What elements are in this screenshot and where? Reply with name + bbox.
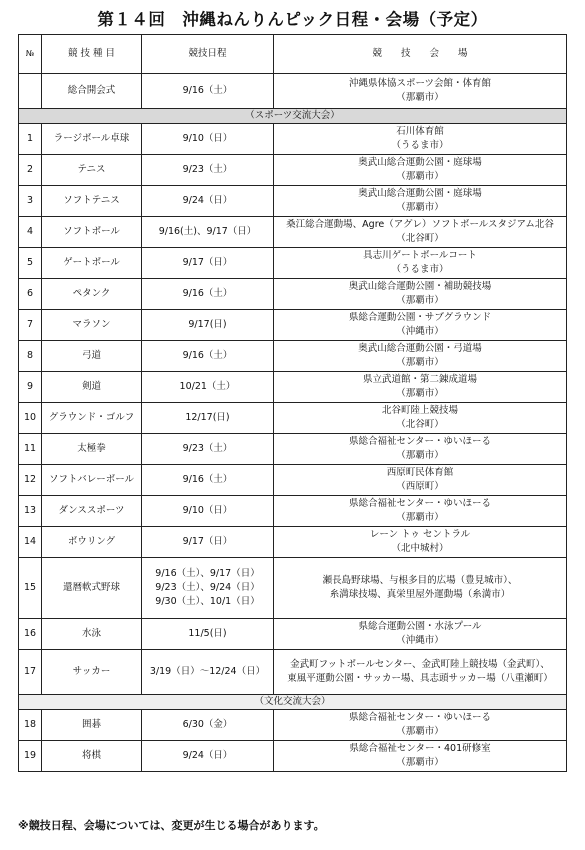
event-name: マラソン — [42, 310, 142, 341]
table-row — [19, 403, 567, 434]
date-line: 9/24（日） — [182, 750, 233, 761]
row-number: 18 — [19, 710, 42, 741]
table-row — [19, 155, 567, 186]
venue-line: 桑江総合運動場、Agre（アグレ）ソフトボールスタジアム北谷 — [286, 219, 554, 230]
row-number: 10 — [19, 403, 42, 434]
event-name: 還暦軟式野球 — [42, 558, 142, 619]
event-date — [142, 341, 274, 372]
table-row — [19, 279, 567, 310]
row-number: 5 — [19, 248, 42, 279]
venue-line: （沖縄市） — [396, 635, 444, 646]
row-number: 8 — [19, 341, 42, 372]
venue-line: 奥武山総合運動公園・庭球場 — [358, 188, 482, 199]
event-name: 将棋 — [42, 741, 142, 772]
row-number: 9 — [19, 372, 42, 403]
row-number: 6 — [19, 279, 42, 310]
table-row — [19, 496, 567, 527]
row-number: 12 — [19, 465, 42, 496]
event-date — [142, 741, 274, 772]
venue-line: 具志川ゲートボールコート — [363, 250, 477, 261]
event-venue — [274, 650, 567, 695]
venue-line: レーン トゥ セントラル — [369, 529, 471, 540]
date-line: 6/30（金） — [182, 719, 233, 730]
schedule-table — [18, 34, 567, 772]
row-number: 7 — [19, 310, 42, 341]
table-row — [19, 465, 567, 496]
event-name: ラージボール卓球 — [42, 124, 142, 155]
event-name: ペタンク — [42, 279, 142, 310]
opening-no-cell — [19, 74, 42, 109]
date-line: 9/16(土)、9/17（日） — [158, 226, 257, 237]
venue-line: 金武町フットボールセンター、金武町陸上競技場（金武町）、 — [290, 659, 550, 670]
event-venue — [274, 496, 567, 527]
section-sports-row — [19, 109, 567, 124]
event-name: サッカー — [42, 650, 142, 695]
date-line: 11/5(日) — [188, 628, 227, 639]
row-number: 14 — [19, 527, 42, 558]
event-name: ソフトバレーボール — [42, 465, 142, 496]
event-date — [142, 372, 274, 403]
date-line: 9/17（日） — [182, 257, 233, 268]
table-row — [19, 434, 567, 465]
date-line: 9/30（土）、10/1（日） — [155, 596, 260, 607]
venue-line: 北谷町陸上競技場 — [381, 405, 458, 416]
header-no: № — [19, 35, 42, 74]
event-name: ソフトテニス — [42, 186, 142, 217]
event-date — [142, 619, 274, 650]
row-number: 16 — [19, 619, 42, 650]
event-venue — [274, 372, 567, 403]
table-row — [19, 310, 567, 341]
venue-line: 奥武山総合運動公園・補助競技場 — [348, 281, 492, 292]
event-venue — [274, 527, 567, 558]
row-number: 17 — [19, 650, 42, 695]
venue-line: 県総合福祉センター・401研修室 — [349, 743, 491, 754]
event-venue — [274, 465, 567, 496]
event-venue — [274, 310, 567, 341]
event-date — [142, 558, 274, 619]
venue-line: （沖縄市） — [396, 326, 444, 337]
event-date — [142, 403, 274, 434]
date-line: 9/16（土） — [182, 288, 233, 299]
venue-line: 東風平運動公園・サッカー場、具志頭サッカー場（八重瀬町） — [287, 673, 553, 684]
table-row — [19, 558, 567, 619]
date-line: 9/16（土） — [182, 350, 233, 361]
table-row — [19, 527, 567, 558]
event-date — [142, 527, 274, 558]
event-date — [142, 465, 274, 496]
venue-line: （北谷町） — [396, 419, 444, 430]
event-date — [142, 186, 274, 217]
event-venue — [274, 710, 567, 741]
opening-ceremony-row — [19, 74, 567, 109]
event-name: 水泳 — [42, 619, 142, 650]
table-row — [19, 650, 567, 695]
row-number: 3 — [19, 186, 42, 217]
event-venue — [274, 341, 567, 372]
date-line: 9/23（土）、9/24（日） — [155, 582, 260, 593]
venue-line: （那覇市） — [396, 512, 444, 523]
venue-line: （北谷町） — [396, 233, 444, 244]
event-venue — [274, 619, 567, 650]
venue-line: 西原町民体育館 — [386, 467, 454, 478]
table-row — [19, 248, 567, 279]
event-name: ソフトボール — [42, 217, 142, 248]
row-number: 13 — [19, 496, 42, 527]
venue-line: （那覇市） — [396, 357, 444, 368]
venue-line: 奥武山総合運動公園・弓道場 — [358, 343, 482, 354]
event-venue — [274, 558, 567, 619]
venue-line: 県総合福祉センター・ゆいほーる — [348, 712, 492, 723]
venue-line: （那覇市） — [396, 202, 444, 213]
event-name: 弓道 — [42, 341, 142, 372]
header-date: 競技日程 — [142, 35, 274, 74]
event-name: 太極拳 — [42, 434, 142, 465]
opening-venue-cell — [274, 74, 567, 109]
venue-line: （那覇市） — [396, 92, 444, 103]
opening-event-cell: 総合開会式 — [42, 74, 142, 109]
event-venue — [274, 403, 567, 434]
date-line: 9/10（日） — [182, 505, 233, 516]
header-venue: 競 技 会 場 — [274, 35, 567, 74]
venue-line: 県総合運動公園・水泳プール — [358, 621, 482, 632]
row-number: 11 — [19, 434, 42, 465]
row-number: 2 — [19, 155, 42, 186]
event-venue — [274, 186, 567, 217]
event-date — [142, 248, 274, 279]
venue-line: （うるま市） — [391, 264, 449, 275]
table-row — [19, 372, 567, 403]
row-number: 4 — [19, 217, 42, 248]
date-line: 9/17(日) — [188, 319, 227, 330]
venue-line: （那覇市） — [396, 450, 444, 461]
table-row — [19, 186, 567, 217]
table-row — [19, 741, 567, 772]
date-line: 9/17（日） — [182, 536, 233, 547]
venue-line: 糸満球技場、真栄里屋外運動場（糸満市） — [329, 589, 511, 600]
venue-line: （那覇市） — [396, 388, 444, 399]
page-title: 第１４回 沖縄ねんりんピック日程・会場（予定） — [97, 10, 488, 29]
event-venue — [274, 217, 567, 248]
section-culture-label: （文化交流大会） — [19, 695, 567, 710]
header-event: 競 技 種 目 — [42, 35, 142, 74]
date-line: 10/21（土） — [179, 381, 236, 392]
venue-line: 県総合運動公園・サブグラウンド — [348, 312, 492, 323]
row-number: 1 — [19, 124, 42, 155]
date-line: 3/19（日）～12/24（日） — [149, 666, 266, 677]
event-name: ダンススポーツ — [42, 496, 142, 527]
venue-line: （西原町） — [396, 481, 444, 492]
venue-line: （北中城村） — [391, 543, 449, 554]
venue-line: 県総合福祉センター・ゆいほーる — [348, 436, 492, 447]
event-venue — [274, 434, 567, 465]
venue-line: 石川体育館 — [396, 126, 444, 137]
venue-line: 奥武山総合運動公園・庭球場 — [358, 157, 482, 168]
event-name: ゲートボール — [42, 248, 142, 279]
opening-date-cell: 9/16（土） — [142, 74, 274, 109]
event-name: 囲碁 — [42, 710, 142, 741]
table-row — [19, 341, 567, 372]
event-date — [142, 650, 274, 695]
row-number: 19 — [19, 741, 42, 772]
section-culture-row — [19, 695, 567, 710]
event-venue — [274, 741, 567, 772]
event-date — [142, 124, 274, 155]
venue-line: （うるま市） — [391, 140, 449, 151]
event-date — [142, 217, 274, 248]
event-date — [142, 496, 274, 527]
table-row — [19, 124, 567, 155]
date-line: 9/23（土） — [182, 164, 233, 175]
date-line: 9/23（土） — [182, 443, 233, 454]
event-date — [142, 279, 274, 310]
section-sports-label: （スポーツ交流大会） — [19, 109, 567, 124]
venue-line: （那覇市） — [396, 171, 444, 182]
date-line: 9/10（日） — [182, 133, 233, 144]
row-number: 15 — [19, 558, 42, 619]
date-line: 9/24（日） — [182, 195, 233, 206]
event-venue — [274, 279, 567, 310]
event-date — [142, 155, 274, 186]
table-row — [19, 710, 567, 741]
event-venue — [274, 155, 567, 186]
date-line: 9/16（土）、9/17（日） — [155, 568, 260, 579]
event-venue — [274, 124, 567, 155]
venue-line: （那覇市） — [396, 295, 444, 306]
table-header-row — [19, 35, 567, 74]
venue-line: 沖縄県体協スポーツ会館・体育館 — [348, 78, 492, 89]
venue-line: （那覇市） — [396, 726, 444, 737]
footnote: ※競技日程、会場については、変更が生じる場合があります。 — [18, 819, 325, 832]
table-row — [19, 217, 567, 248]
venue-line: 瀬長島野球場、与根多目的広場（豊見城市）、 — [322, 575, 518, 586]
venue-line: 県総合福祉センター・ゆいほーる — [348, 498, 492, 509]
event-name: テニス — [42, 155, 142, 186]
event-date — [142, 434, 274, 465]
venue-line: 県立武道館・第二錬成道場 — [362, 374, 477, 385]
event-name: 剣道 — [42, 372, 142, 403]
table-row — [19, 619, 567, 650]
event-venue — [274, 248, 567, 279]
venue-line: （那覇市） — [396, 757, 444, 768]
event-date — [142, 710, 274, 741]
event-date — [142, 310, 274, 341]
date-line: 9/16（土） — [182, 474, 233, 485]
event-name: グラウンド・ゴルフ — [42, 403, 142, 434]
date-line: 12/17(日) — [185, 412, 230, 423]
event-name: ボウリング — [42, 527, 142, 558]
